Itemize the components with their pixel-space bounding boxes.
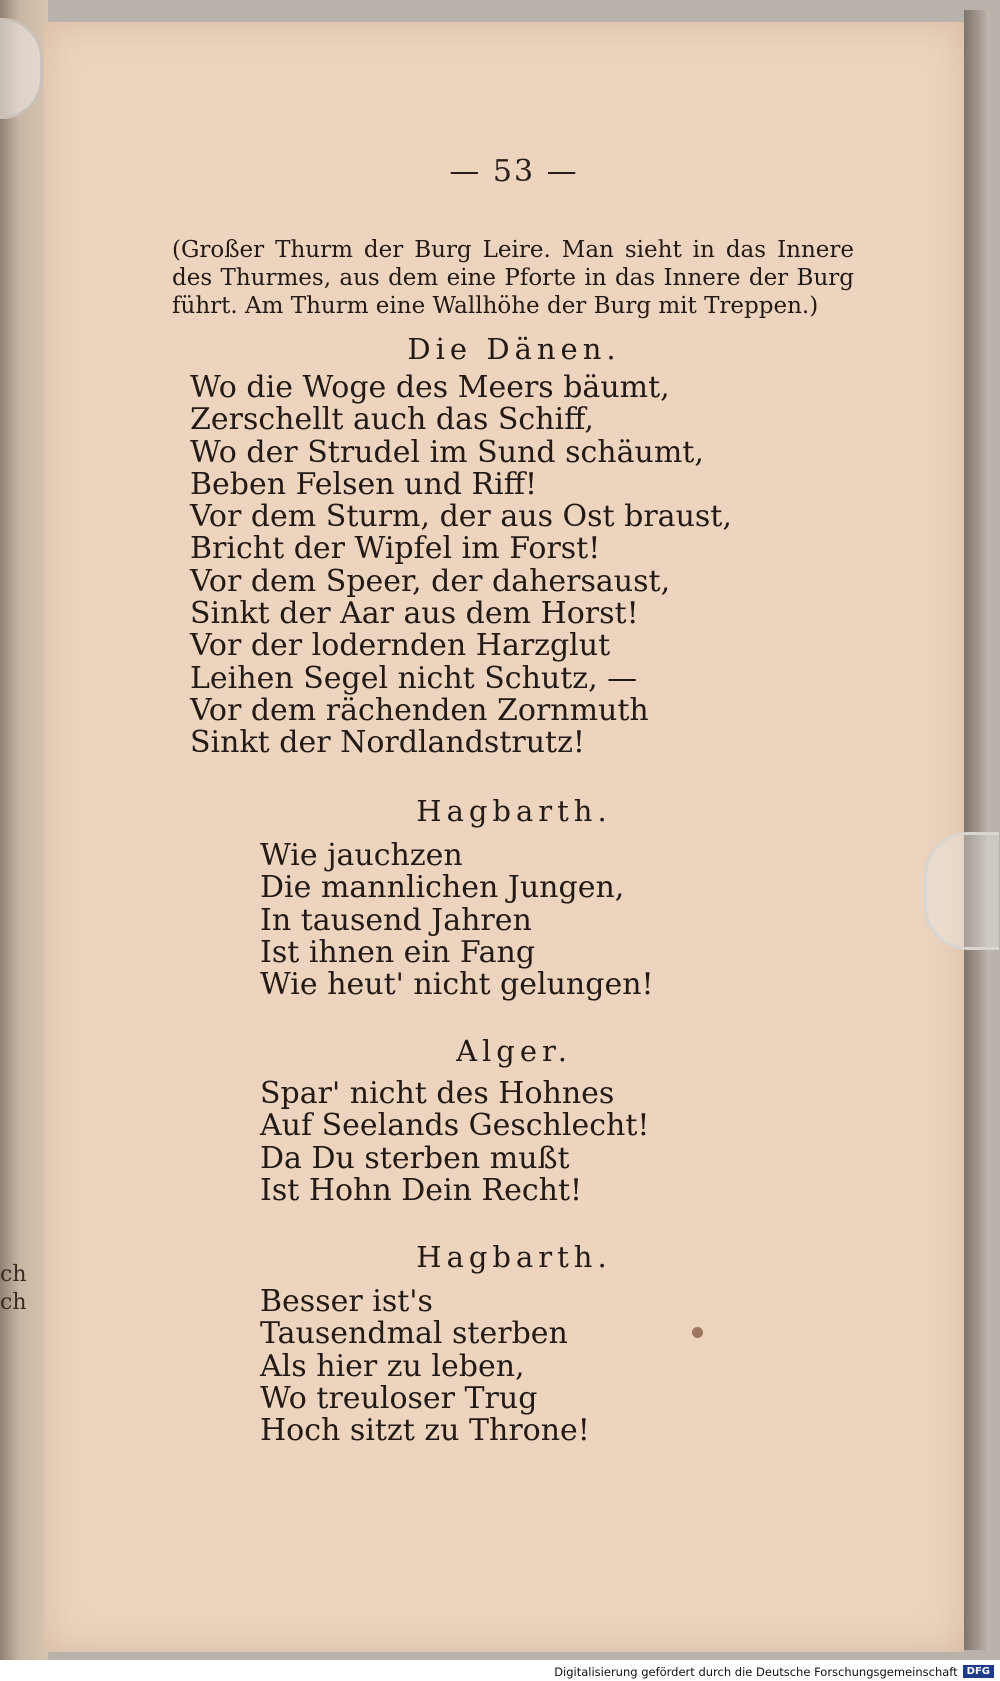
verse-block: [260, 1286, 590, 1447]
stage-direction-line: (Großer Thurm der Burg Leire. Man sieht in das Innere: [172, 237, 854, 263]
speaker-heading: Hagbarth.: [416, 794, 612, 828]
margin-mark: ch: [0, 1290, 27, 1315]
book-page: [44, 22, 964, 1652]
speaker-heading: Alger.: [456, 1034, 572, 1068]
stage-direction-line: des Thurmes, aus dem eine Pforte in das Innere der Burg: [172, 265, 854, 291]
verse-line: Besser ist's: [260, 1284, 433, 1319]
page-clip: [924, 832, 999, 950]
verse-line: Auf Seelands Geschlecht!: [260, 1108, 650, 1144]
verse-line: Vor der lodernden Harzglut: [190, 628, 611, 664]
verse-line: Leihen Segel nicht Schutz, —: [190, 660, 638, 696]
verse-line: Da Du sterben mußt: [260, 1140, 570, 1176]
verse-line: Ist ihnen ein Fang: [260, 934, 536, 970]
verse-line: Zerschellt auch das Schiff,: [190, 402, 594, 438]
margin-mark: ch: [0, 1262, 27, 1287]
verse-line: Spar' nicht des Hohnes: [260, 1076, 615, 1111]
verse-line: Wie jauchzen: [260, 838, 463, 873]
verse-line: Sinkt der Nordlandstrutz!: [190, 725, 585, 761]
verse-line: Beben Felsen und Riff!: [190, 466, 538, 502]
verse-line: Tausendmal sterben: [260, 1316, 568, 1352]
speaker-heading: Hagbarth.: [416, 1240, 612, 1274]
verse-line: Als hier zu leben,: [260, 1348, 525, 1384]
dfg-logo-icon: DFG: [963, 1665, 994, 1678]
verse-block: [260, 840, 654, 1001]
verse-line: Wo der Strudel im Sund schäumt,: [190, 434, 704, 470]
speaker-heading: Die Dänen.: [407, 332, 621, 366]
verse-line: Vor dem rächenden Zornmuth: [190, 692, 649, 728]
verse-line: Vor dem Sturm, der aus Ost braust,: [190, 499, 732, 535]
footer-text: Digitalisierung gefördert durch die Deutsche Forschungsgemeinschaft: [554, 1664, 958, 1679]
verse-line: Vor dem Speer, der dahersaust,: [190, 563, 671, 599]
footer-credit: [554, 1662, 994, 1681]
verse-line: Wie heut' nicht gelungen!: [260, 967, 654, 1003]
verse-line: Wo die Woge des Meers bäumt,: [190, 370, 670, 405]
paper-spot: [692, 1327, 703, 1338]
verse-line: Bricht der Wipfel im Forst!: [190, 531, 601, 567]
verse-block: [260, 1078, 649, 1207]
verse-block: [190, 372, 732, 760]
verse-line: Ist Hohn Dein Recht!: [260, 1172, 583, 1208]
page-number: — 53 —: [449, 154, 579, 189]
verse-line: Die mannlichen Jungen,: [260, 870, 625, 906]
verse-line: Wo treuloser Trug: [260, 1380, 538, 1416]
stage-direction: [172, 236, 854, 320]
page-stack-edge: [964, 10, 990, 1650]
stage-direction-line: führt. Am Thurm eine Wallhöhe der Burg mit Treppen.): [172, 293, 819, 319]
verse-line: Hoch sitzt zu Throne!: [260, 1413, 590, 1449]
verse-line: In tausend Jahren: [260, 902, 532, 938]
verse-line: Sinkt der Aar aus dem Horst!: [190, 596, 639, 632]
facing-page-edge: [0, 0, 48, 1660]
